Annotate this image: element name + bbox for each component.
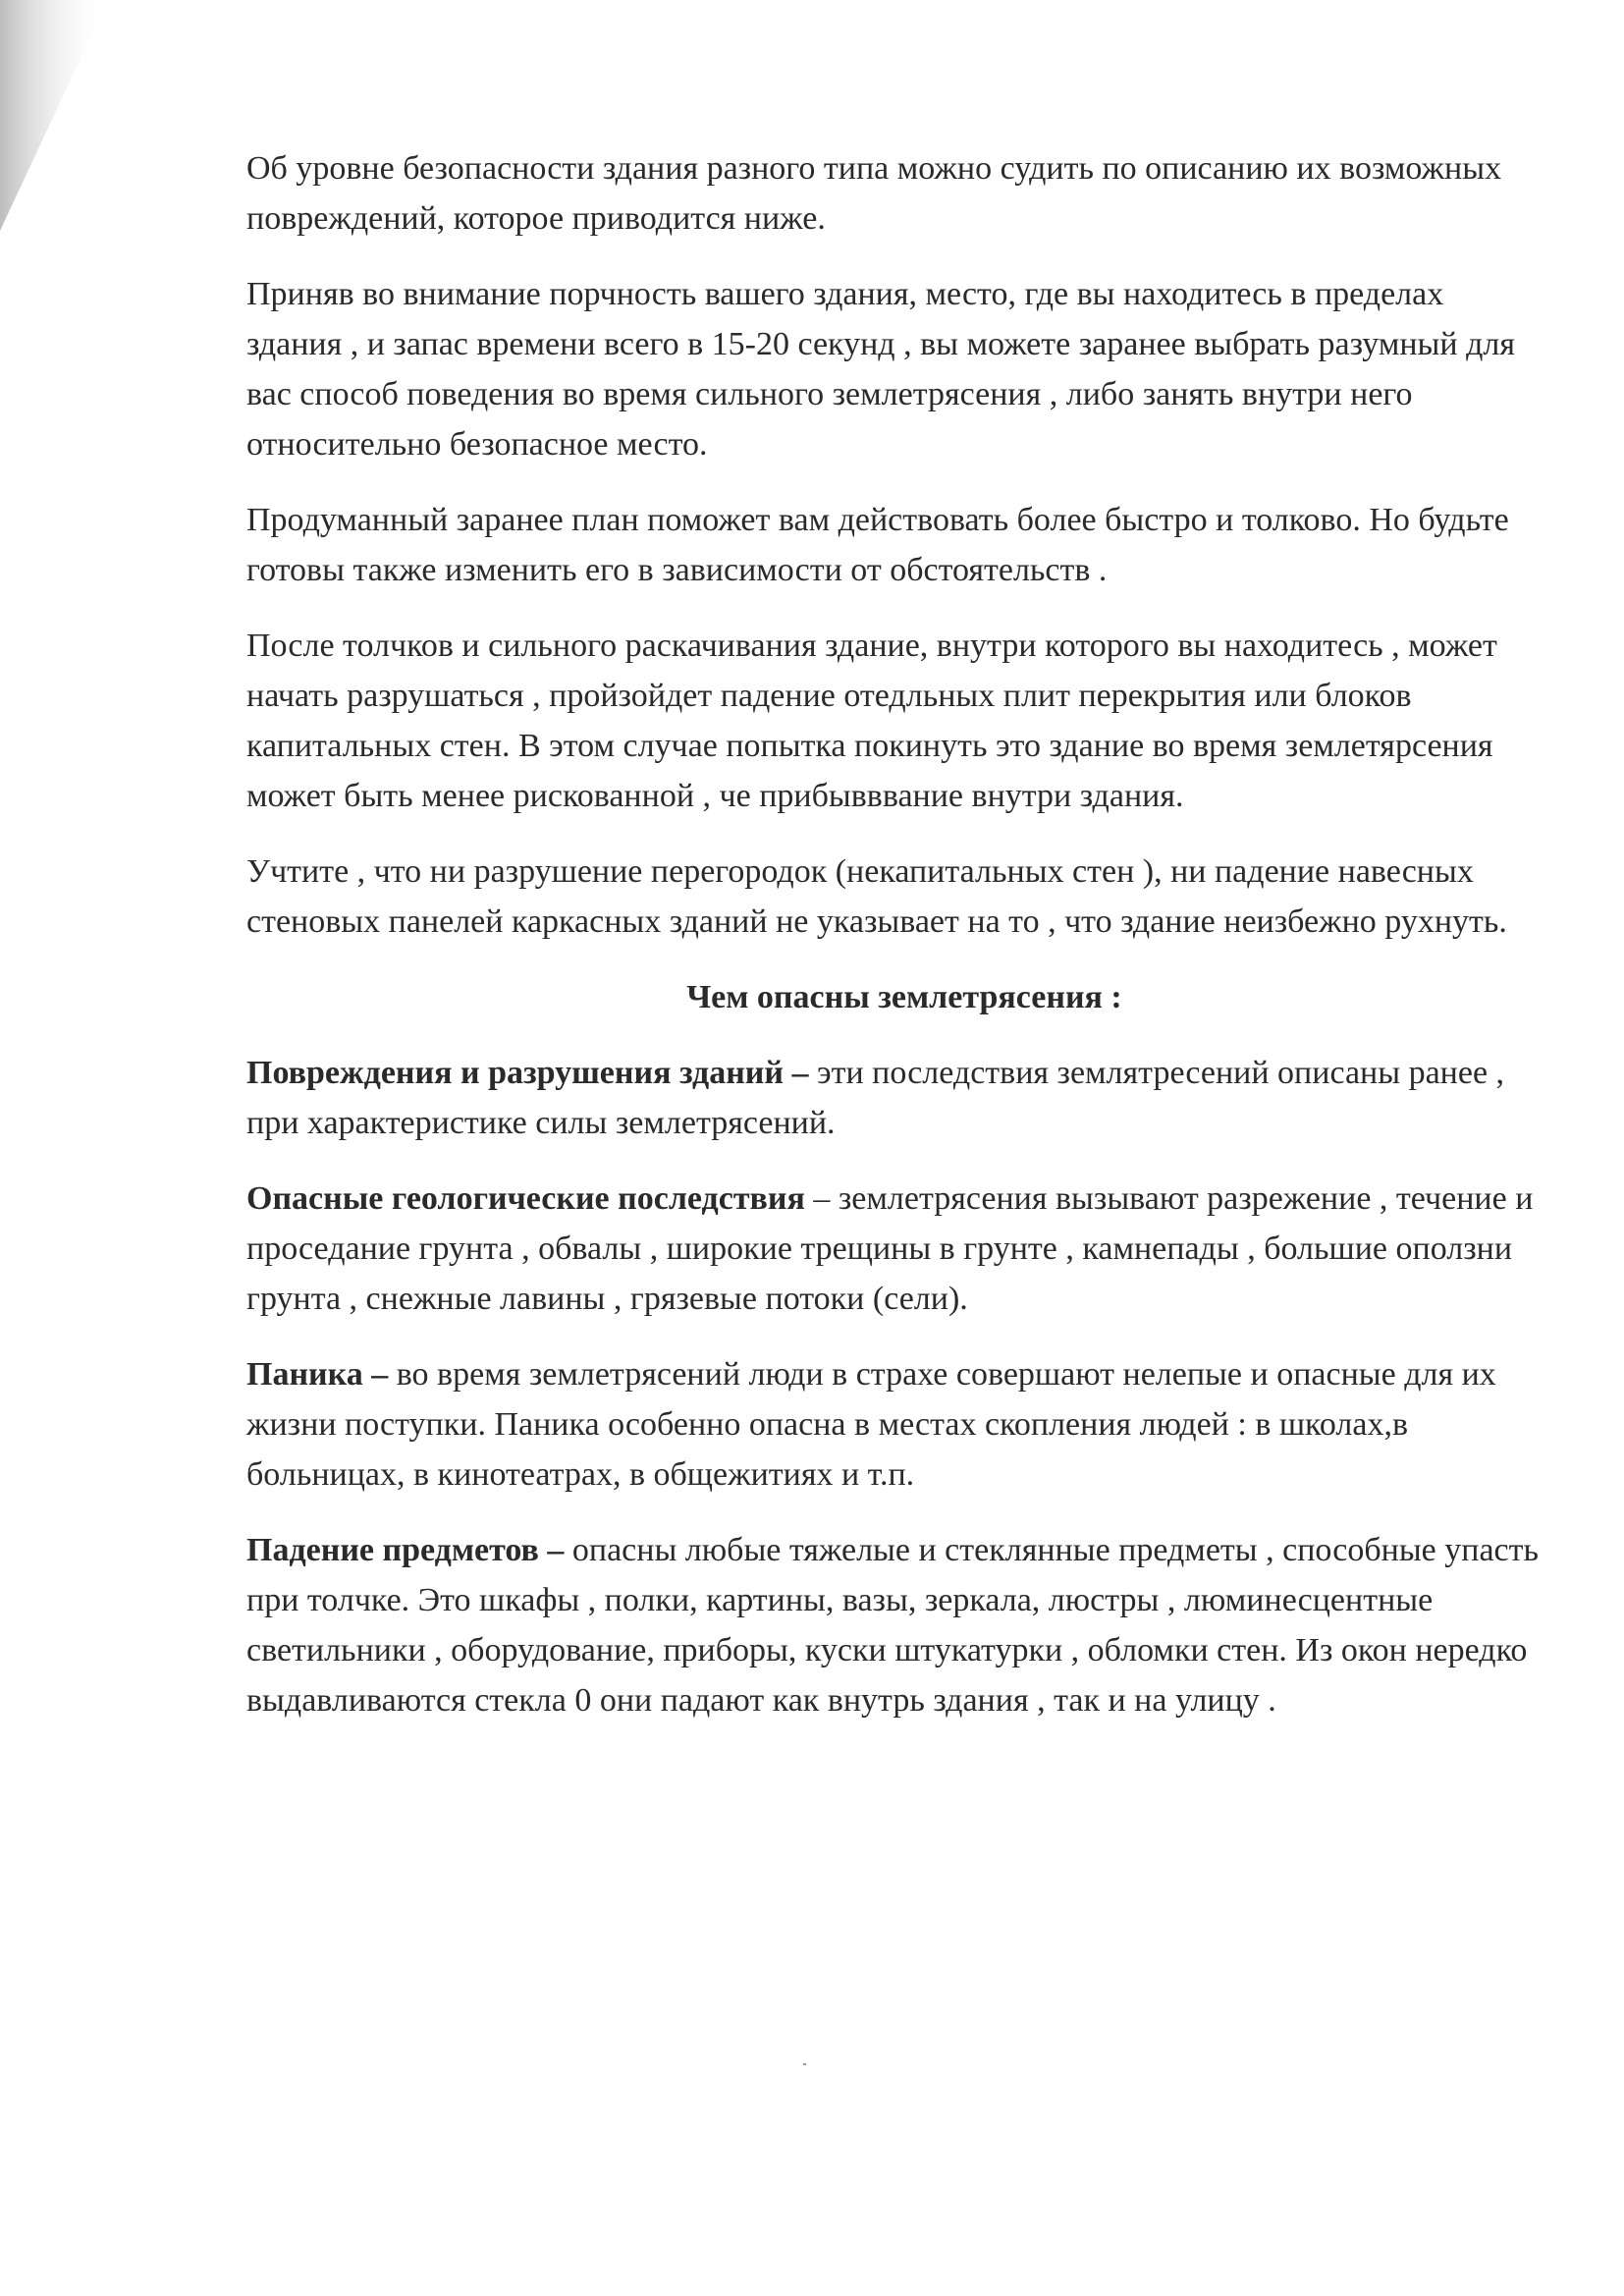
danger-description: эти последствия землятресений описаны ранее , при характеристике силы землетрясений. bbox=[246, 1055, 1505, 1141]
intro-paragraph-5: Учтите , что ни разрушение перегородок (некапитальных стен ), ни падение навесных стеновых панелей каркасных зданий не указывает на то , что здание неизбежно рухнуть. bbox=[246, 853, 1507, 940]
intro-paragraph-3: Продуманный заранее план поможет вам действовать более быстро и толково. Но будьте готовы также изменить его в зависимости от обстоятельств . bbox=[246, 502, 1509, 588]
document-page bbox=[246, 143, 1543, 1751]
danger-term: Падение предметов – bbox=[246, 1532, 565, 1568]
danger-building-damage bbox=[246, 1048, 1543, 1148]
danger-description: во время землетрясений люди в страхе совершают нелепые и опасные для их жизни поступки. Паника особенно опасна в местах скопления людей : в школах,в больницах, в кинотеатрах, в общежитиях и т.п. bbox=[246, 1356, 1496, 1493]
danger-falling-objects bbox=[246, 1525, 1543, 1725]
danger-term: Паника – bbox=[246, 1356, 389, 1393]
intro-paragraph-1: Об уровне безопасности здания разного типа можно судить по описанию их возможных повреждений, которое приводится ниже. bbox=[246, 150, 1502, 237]
danger-geological bbox=[246, 1174, 1543, 1324]
intro-paragraph-2: Приняв во внимание порчность вашего здания, место, где вы находитесь в пределах здания , и запас времени всего в 15-20 секунд , вы можете заранее выбрать разумный для вас способ поведения во время сильного землетрясения , либо занять внутри него относительно безопасное место. bbox=[246, 276, 1515, 463]
danger-description: опасны любые тяжелые и стеклянные предметы , способные упасть при толчке. Это шкафы , полки, картины, вазы, зеркала, люстры , люминесцентные светильники , оборудование, приборы, куски штукатурки , обломки стен. Из окон нередко выдавливаются стекла 0 они падают как внутрь здания , так и на улицу . bbox=[246, 1532, 1539, 1719]
section-heading: Чем опасны землетрясения : bbox=[686, 979, 1122, 1015]
intro-paragraph-4: После толчков и сильного раскачивания здание, внутри которого вы находитесь , может начать разрушаться , пройзойдет падение отедльных плит перекрытия или блоков капитальных стен. В этом случае попытка покинуть это здание во время землетярсения может быть менее рискованной , че прибывввание внутри здания. bbox=[246, 628, 1497, 814]
danger-description: – землетрясения вызывают разрежение , течение и проседание грунта , обвалы , широкие трещины в грунте , камнепады , большие оползни грунта , снежные лавины , грязевые потоки (сели). bbox=[246, 1180, 1534, 1317]
danger-term: Опасные геологические последствия bbox=[246, 1180, 805, 1217]
scan-edge-shadow bbox=[0, 0, 137, 255]
scan-speck bbox=[803, 2063, 806, 2065]
danger-term: Повреждения и разрушения зданий – bbox=[246, 1055, 809, 1091]
danger-panic bbox=[246, 1349, 1543, 1500]
